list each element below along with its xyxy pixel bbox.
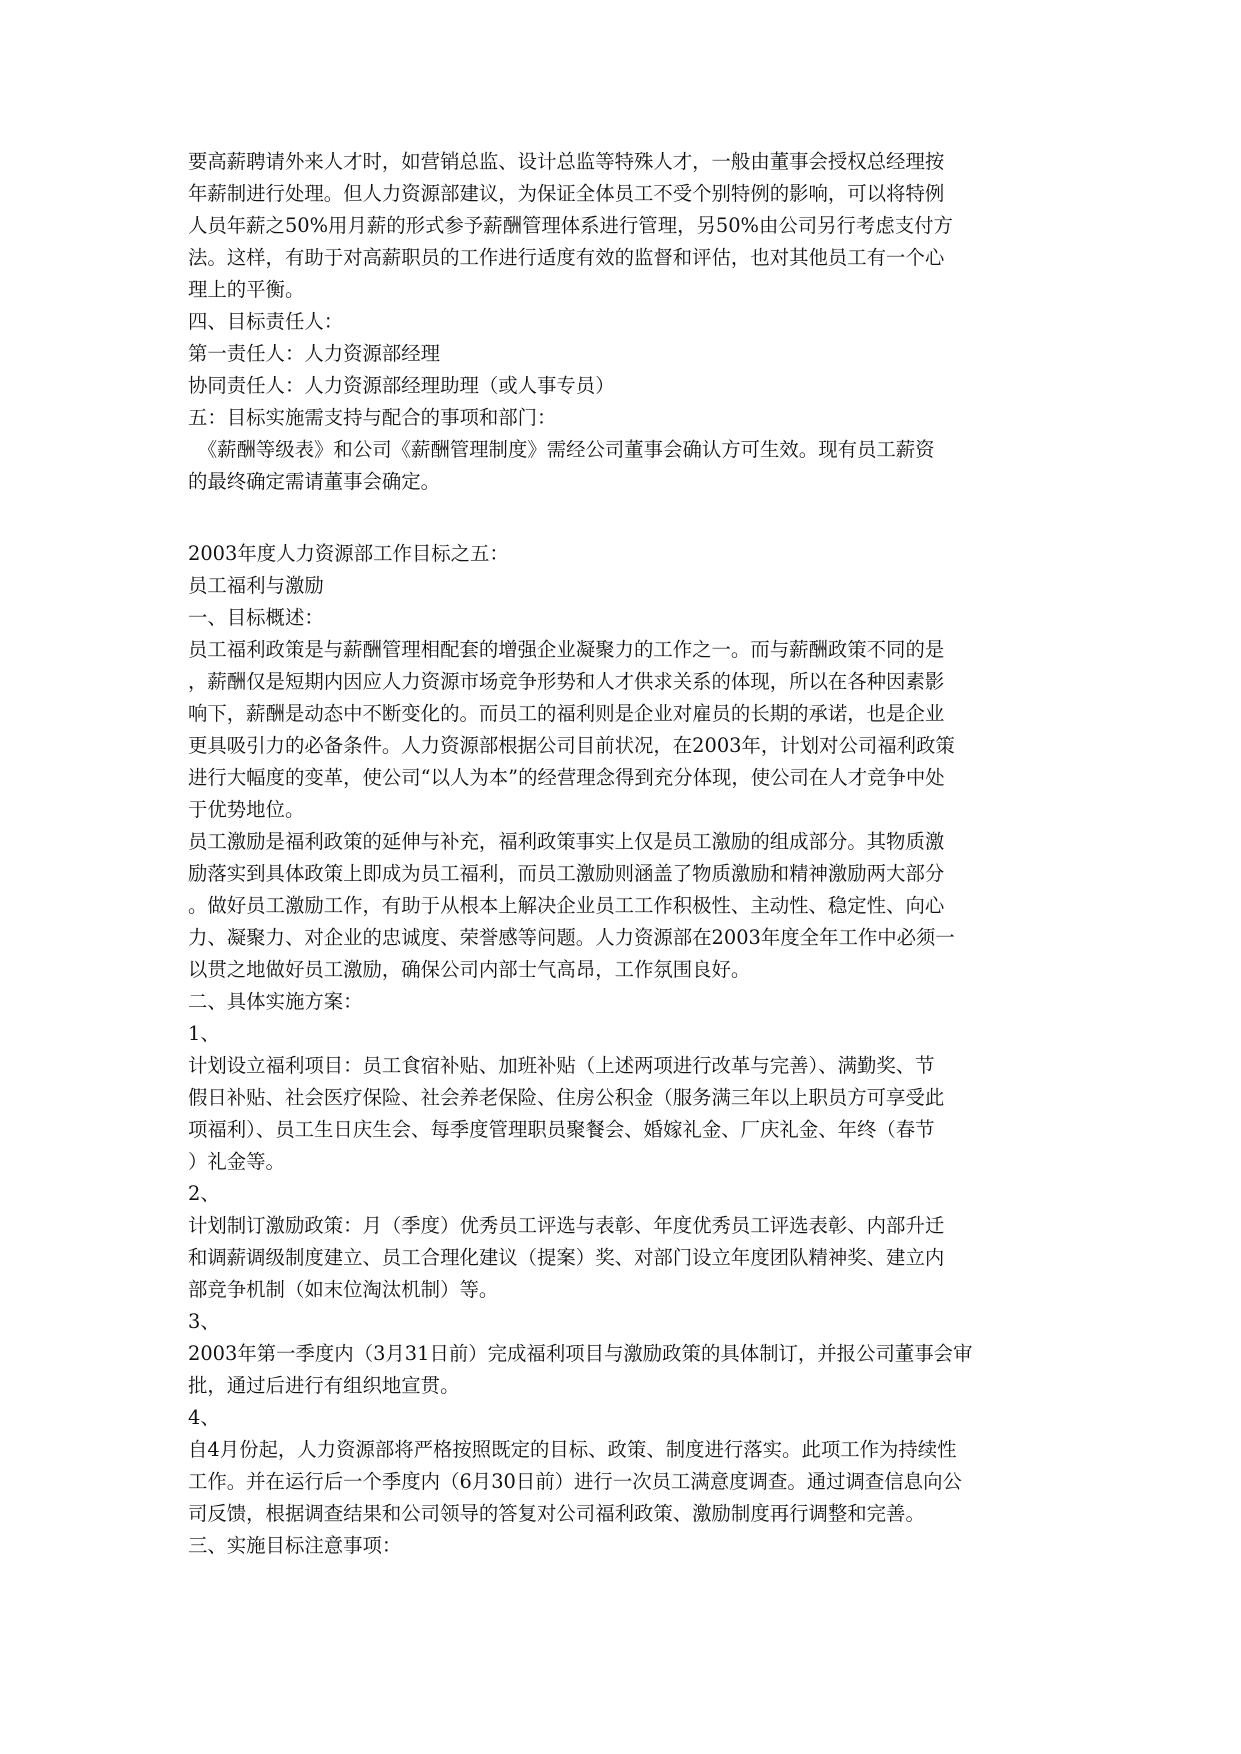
text-line: 4、: [188, 1406, 220, 1429]
text-line: 。做好员工激励工作，有助于从根本上解决企业员工工作积极性、主动性、稳定性、向心: [188, 894, 945, 917]
text-line: 司反馈，根据调查结果和公司领导的答复对公司福利政策、激励制度再行调整和完善。: [188, 1502, 925, 1525]
text-line: 假日补贴、社会医疗保险、社会养老保险、住房公积金（服务满三年以上职员方可享受此: [188, 1086, 945, 1109]
text-line: 员工激励是福利政策的延伸与补充，福利政策事实上仅是员工激励的组成部分。其物质激: [188, 830, 945, 853]
text-line: 力、凝聚力、对企业的忠诚度、荣誉感等问题。人力资源部在2003年度全年工作中必须一: [188, 926, 955, 949]
text-line: 二、具体实施方案：: [188, 990, 363, 1013]
text-line: 3、: [188, 1310, 220, 1333]
text-line: 1、: [188, 1022, 220, 1045]
text-line: 批，通过后进行有组织地宣贯。: [188, 1374, 460, 1397]
text-line: 部竞争机制（如末位淘汰机制）等。: [188, 1278, 499, 1301]
text-line: 法。这样，有助于对高薪职员的工作进行适度有效的监督和评估，也对其他员工有一个心: [188, 246, 945, 269]
text-line: 五：目标实施需支持与配合的事项和部门：: [188, 406, 557, 429]
text-line: 励落实到具体政策上即成为员工福利，而员工激励则涵盖了物质激励和精神激励两大部分: [188, 862, 945, 885]
text-line: 2003年第一季度内（3月31日前）完成福利项目与激励政策的具体制订，并报公司董事会审: [188, 1342, 973, 1365]
text-line: 于优势地位。: [188, 798, 305, 821]
text-line: 要高薪聘请外来人才时，如营销总监、设计总监等特殊人才，一般由董事会授权总经理按: [188, 150, 945, 173]
text-line: ，薪酬仅是短期内因应人力资源市场竞争形势和人才供求关系的体现，所以在各种因素影: [188, 670, 945, 693]
text-line: 人员年薪之50%用月薪的形式参予薪酬管理体系进行管理，另50%由公司另行考虑支付方: [188, 214, 953, 237]
text-line: 《薪酬等级表》和公司《薪酬管理制度》需经公司董事会确认方可生效。现有员工薪资: [188, 438, 935, 461]
text-line: 员工福利与激励: [188, 574, 324, 597]
text-line: 工作。并在运行后一个季度内（6月30日前）进行一次员工满意度调查。通过调查信息向公: [188, 1470, 962, 1493]
blank-line: [188, 498, 1060, 538]
text-line: 四、目标责任人：: [188, 310, 344, 333]
text-line: 理上的平衡。: [188, 278, 305, 301]
text-line: 以贯之地做好员工激励，确保公司内部士气高昂，工作氛围良好。: [188, 958, 751, 981]
text-line: 和调薪调级制度建立、员工合理化建议（提案）奖、对部门设立年度团队精神奖、建立内: [188, 1246, 945, 1269]
text-line: 计划设立福利项目：员工食宿补贴、加班补贴（上述两项进行改革与完善）、满勤奖、节: [188, 1054, 935, 1077]
text-line: 员工福利政策是与薪酬管理相配套的增强企业凝聚力的工作之一。而与薪酬政策不同的是: [188, 638, 945, 661]
text-line: 计划制订激励政策：月（季度）优秀员工评选与表彰、年度优秀员工评选表彰、内部升迁: [188, 1214, 945, 1237]
text-line: 2、: [188, 1182, 220, 1205]
text-line: 项福利）、员工生日庆生会、每季度管理职员聚餐会、婚嫁礼金、厂庆礼金、年终（春节: [188, 1118, 935, 1141]
text-line: 一、目标概述：: [188, 606, 324, 629]
text-line: 第一责任人：人力资源部经理: [188, 342, 441, 365]
text-line: 协同责任人：人力资源部经理助理（或人事专员）: [188, 374, 615, 397]
document-page: [188, 146, 1060, 1562]
text-line: 进行大幅度的变革，使公司“以人为本”的经营理念得到充分体现，使公司在人才竞争中处: [188, 766, 945, 789]
text-line: 更具吸引力的必备条件。人力资源部根据公司目前状况，在2003年，计划对公司福利政策: [188, 734, 955, 757]
text-line: 三、实施目标注意事项：: [188, 1534, 402, 1557]
text-line: 自4月份起，人力资源部将严格按照既定的目标、政策、制度进行落实。此项工作为持续性: [188, 1438, 957, 1461]
text-line: ）礼金等。: [188, 1150, 285, 1173]
text-line: 年薪制进行处理。但人力资源部建议，为保证全体员工不受个别特例的影响，可以将特例: [188, 182, 945, 205]
text-line: 的最终确定需请董事会确定。: [188, 470, 441, 493]
text-line: 2003年度人力资源部工作目标之五：: [188, 542, 509, 565]
text-line: 响下，薪酬是动态中不断变化的。而员工的福利则是企业对雇员的长期的承诺，也是企业: [188, 702, 945, 725]
